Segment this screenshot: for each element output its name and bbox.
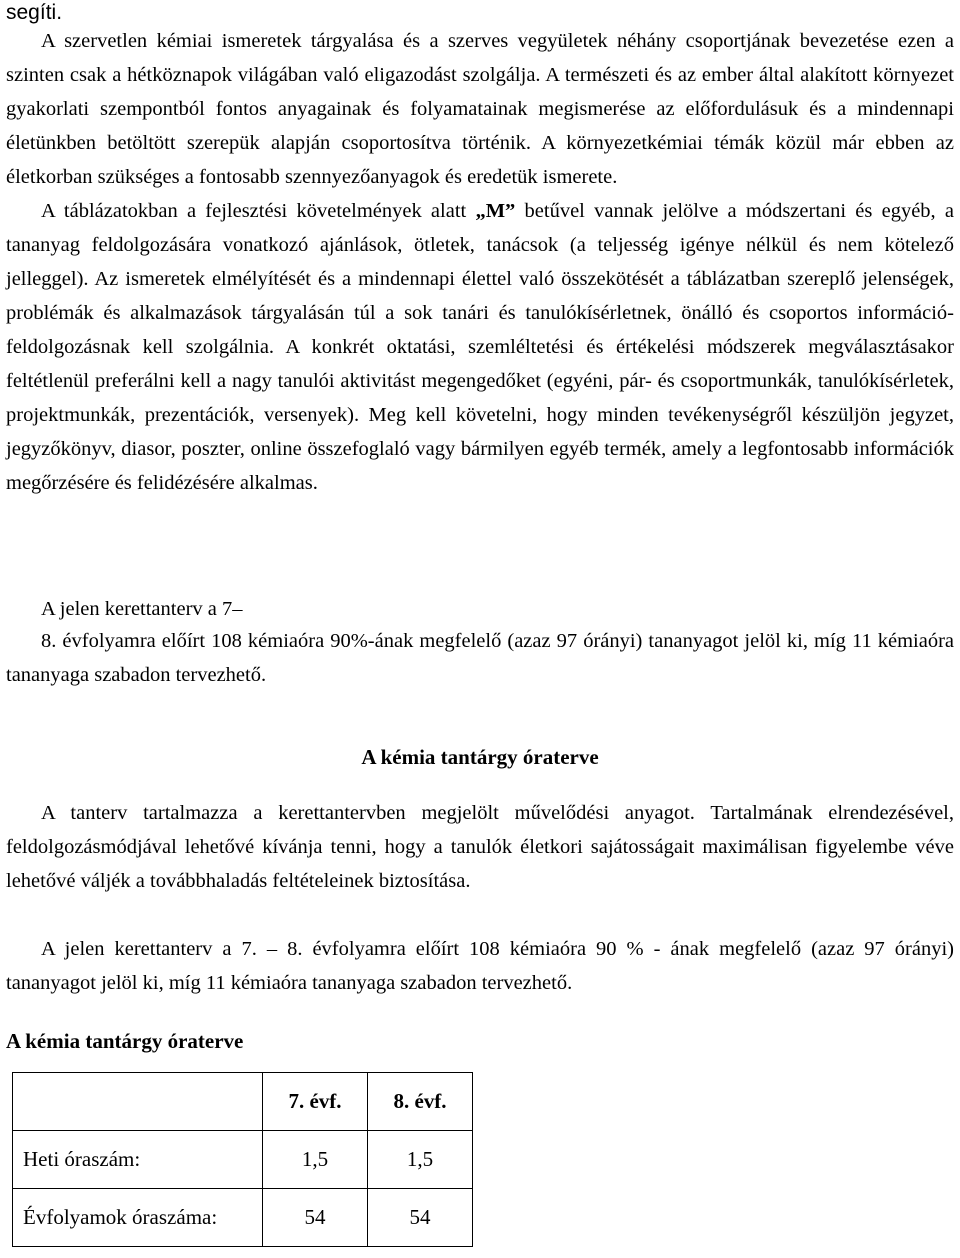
paragraph-kerettanterv-line2: 8. évfolyamra előírt 108 kémiaóra 90%-ának megfelelő (azaz 97 órányi) tananyagot jelöl ki, míg 11 kémiaóra tananyaga szabadon tervezhető. — [6, 630, 954, 686]
intro-paragraphs — [6, 24, 954, 500]
section-heading-centered: A kémia tantárgy óraterve — [361, 745, 599, 769]
paragraph-tablazatokban — [6, 194, 954, 500]
table-header-7evf: 7. évf. — [263, 1073, 368, 1131]
paragraph-tablazatokban-start: A táblázatokban a fejlesztési követelmények alatt — [41, 200, 476, 222]
oraterv-table — [12, 1072, 473, 1247]
table-cell-value: 1,5 — [263, 1131, 368, 1189]
text-fragment: segíti. — [6, 1, 63, 24]
table-cell-value: 54 — [263, 1189, 368, 1247]
table-cell-label: Heti óraszám: — [13, 1131, 263, 1189]
paragraph-kerettanterv-line1: A jelen kerettanterv a 7– — [41, 598, 243, 620]
section-heading-left: A kémia tantárgy óraterve — [6, 1029, 244, 1053]
table-row — [13, 1189, 473, 1247]
paragraph-tanterv: A tanterv tartalmazza a kerettantervben megjelölt művelődési anyagot. Tartalmának elrendezésével, feldolgozásmódjával lehetővé kívánja tenni, hogy a tanulók életkori sajátosságait maximálisan figyelembe véve lehetővé váljék a továbbhaladás feltételeinek biztosítása. — [6, 802, 954, 892]
document-page — [6, 0, 954, 1229]
table-row — [13, 1131, 473, 1189]
table-header-row — [13, 1073, 473, 1131]
paragraph-szervetlen: A szervetlen kémiai ismeretek tárgyalása és a szerves vegyületek néhány csoportjának bevezetése ezen a szinten csak a hétköznapok világában való eligazodást szolgálja. A természeti és az ember által alakított környezet gyakorlati szempontból fontos anyagainak és folyamatainak megismerése az előfordulásuk és a mindennapi életünkben betöltött szerepük alapján csoportosítva történik. A környezetkémiai témák közül már ebben az életkorban szükséges a fontosabb szennyezőanyagok és eredetük ismerete. — [6, 30, 954, 188]
paragraph-kerettanterv-2: A jelen kerettanterv a 7. – 8. évfolyamra előírt 108 kémiaóra 90 % - ának megfelelő (azaz 97 órányi) tananyagot jelöl ki, míg 11 kémiaóra tananyaga szabadon tervezhető. — [6, 938, 954, 994]
table-cell-value: 54 — [368, 1189, 473, 1247]
table-cell-label: Évfolyamok óraszáma: — [13, 1189, 263, 1247]
table-header-empty — [13, 1073, 263, 1131]
table-cell-value: 1,5 — [368, 1131, 473, 1189]
table-header-8evf: 8. évf. — [368, 1073, 473, 1131]
paragraph-tablazatokban-rest: betűvel vannak jelölve a módszertani és egyéb, a tananyag feldolgozására vonatkozó ajánlások, ötletek, tanácsok (a teljesség igénye nélkül és nem kötelező jelleggel). Az ismeretek elmélyítését és a mindennapi élettel való összekötését a táblázatban szereplő jelenségek, problémák és alkalmazások tárgyalásán túl a sok tanári és tanulókísérletnek, önálló és csoportos információ-feldolgozásnak kell szolgálnia. A konkrét oktatási, szemléltetési és értékelési módszerek megválasztásakor feltétlenül preferálni kell a nagy tanulói aktivitást megengedőket (egyéni, pár- és csoportmunkák, tanulókísérletek, projektmunkák, prezentációk, versenyek). Meg kell követelni, hogy minden tevékenységről készüljön jegyzet, jegyzőkönyv, diasor, poszter, online összefoglaló vagy bármilyen egyéb termék, amely a legfontosabb információk megőrzésére és felidézésére alkalmas. — [6, 200, 954, 494]
m-marker: „M” — [475, 200, 516, 222]
